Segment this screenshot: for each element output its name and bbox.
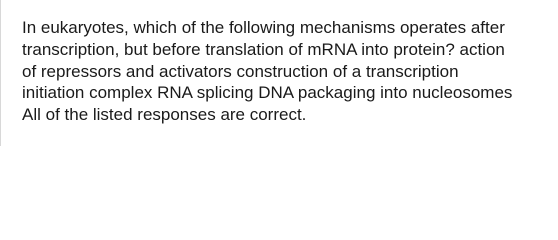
question-line: All of the listed responses are correct. <box>22 105 307 125</box>
question-line: transcription, but before translation of mRNA into protein? action <box>22 39 505 59</box>
question-line: In eukaryotes, which of the following mechanisms operates after <box>22 18 505 37</box>
question-line: initiation complex RNA splicing DNA packaging into nucleosomes <box>22 83 513 103</box>
question-text <box>22 17 552 126</box>
question-line: of repressors and activators construction of a transcription <box>22 61 459 81</box>
